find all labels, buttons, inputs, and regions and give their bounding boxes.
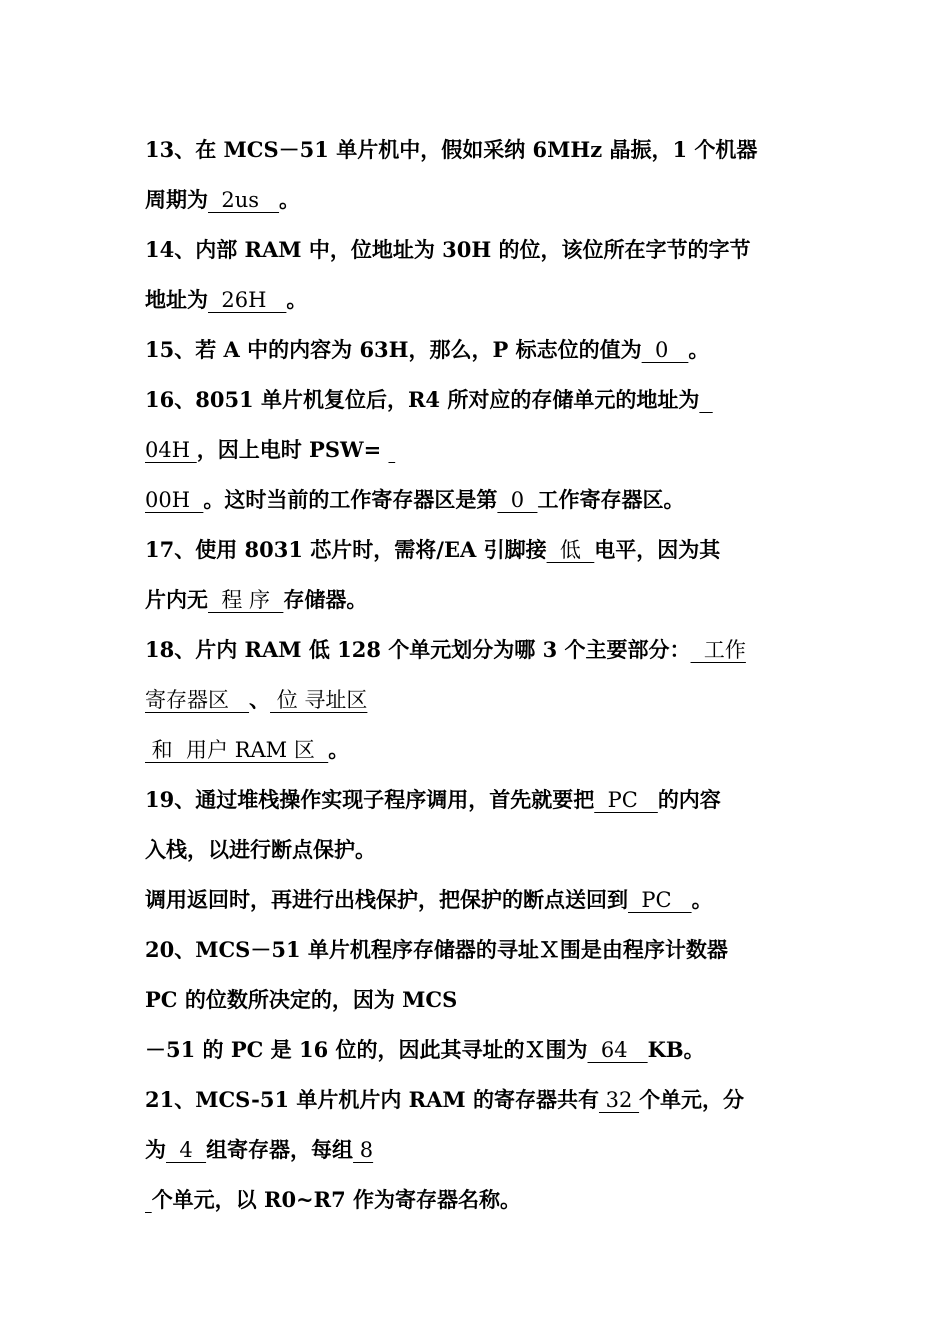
answer-blank: 04H bbox=[145, 438, 197, 462]
text-line bbox=[145, 533, 825, 567]
text-line bbox=[145, 1133, 825, 1167]
text-line bbox=[145, 333, 825, 367]
question-text: 。 bbox=[688, 337, 710, 362]
question-text: 。 bbox=[279, 187, 301, 212]
text-line bbox=[145, 433, 825, 467]
question-text: 13、在 MCS－51 单片机中，假如采纳 6MHz 晶振，1 个机器 bbox=[145, 137, 758, 162]
question-text: 为 bbox=[145, 1137, 166, 1162]
answer-blank: 26H bbox=[208, 288, 287, 312]
text-line bbox=[145, 983, 825, 1017]
question-text: 周期为 bbox=[145, 187, 208, 212]
text-line bbox=[145, 1083, 825, 1117]
answer-blank: 8 bbox=[353, 1138, 374, 1162]
answer-blank: PC bbox=[628, 888, 692, 912]
question-text: 个单元，以 R0~R7 作为寄存器名称。 bbox=[151, 1187, 522, 1212]
question-text: 16、8051 单片机复位后，R4 所对应的存储单元的地址为 bbox=[145, 387, 700, 412]
answer-blank: 4 bbox=[166, 1138, 207, 1162]
question-text: ，因上电时 PSW= bbox=[196, 437, 389, 462]
question-text: 17、使用 8031 芯片时，需将/EA 引脚接 bbox=[145, 537, 547, 562]
text-line bbox=[145, 883, 825, 917]
answer-blank: 32 bbox=[598, 1088, 640, 1112]
answer-blank bbox=[388, 438, 395, 462]
text-line bbox=[145, 733, 825, 767]
question-text: 19、通过堆栈操作实现子程序调用，首先就要把 bbox=[145, 787, 595, 812]
text-line bbox=[145, 383, 825, 417]
question-text: 组寄存器，每组 bbox=[206, 1137, 354, 1162]
text-line bbox=[145, 183, 825, 217]
answer-blank: 0 bbox=[641, 338, 689, 362]
question-text: 调用返回时，再进行出栈保护，把保护的断点送回到 bbox=[145, 887, 628, 912]
question-text: 个单元，分 bbox=[639, 1087, 745, 1112]
text-line bbox=[145, 783, 825, 817]
answer-blank: 和 用户 RAM 区 bbox=[145, 738, 329, 762]
question-text: 。这时当前的工作寄存器区是第 bbox=[203, 487, 498, 512]
answer-blank: 64 bbox=[587, 1038, 648, 1062]
question-text: 21、MCS-51 单片机片内 RAM 的寄存器共有 bbox=[145, 1087, 599, 1112]
answer-blank bbox=[699, 388, 712, 412]
question-text: 存储器。 bbox=[283, 587, 368, 612]
question-text: KB。 bbox=[647, 1037, 705, 1062]
question-text: 18、片内 RAM 低 128 个单元划分为哪 3 个主要部分： bbox=[145, 637, 691, 662]
answer-blank bbox=[145, 1188, 152, 1212]
answer-blank: 位 寻址区 bbox=[270, 688, 368, 712]
answer-blank: 寄存器区 bbox=[145, 688, 250, 712]
text-line bbox=[145, 633, 825, 667]
question-text: 。 bbox=[328, 737, 350, 762]
question-text: 20、MCS－51 单片机程序存储器的寻址Ｘ围是由程序计数器 bbox=[145, 937, 728, 962]
question-text: 片内无 bbox=[145, 587, 208, 612]
text-line bbox=[145, 483, 825, 517]
question-text: 电平，因为其 bbox=[594, 537, 721, 562]
text-line bbox=[145, 133, 825, 167]
question-text: 14、内部 RAM 中，位地址为 30H 的位，该位所在字节的字节 bbox=[145, 237, 751, 262]
question-text: －51 的 PC 是 16 位的，因此其寻址的Ｘ围为 bbox=[145, 1037, 588, 1062]
question-text: 15、若 A 中的内容为 63H，那么，P 标志位的值为 bbox=[145, 337, 642, 362]
text-line bbox=[145, 683, 825, 717]
text-line bbox=[145, 1183, 825, 1217]
answer-blank: 0 bbox=[497, 488, 538, 512]
text-line bbox=[145, 1033, 825, 1067]
answer-blank: 低 bbox=[546, 538, 595, 562]
text-line bbox=[145, 933, 825, 967]
answer-blank: 程 序 bbox=[208, 588, 284, 612]
question-text: PC 的位数所决定的，因为 MCS bbox=[145, 987, 458, 1012]
text-line bbox=[145, 283, 825, 317]
answer-blank: 工作 bbox=[690, 638, 746, 662]
question-text: 。 bbox=[691, 887, 713, 912]
text-line bbox=[145, 833, 825, 867]
answer-blank: PC bbox=[594, 788, 658, 812]
question-text: 入栈，以进行断点保护。 bbox=[145, 837, 376, 862]
question-text: 。 bbox=[286, 287, 308, 312]
question-text: 的内容 bbox=[657, 787, 721, 812]
question-text: 、 bbox=[249, 687, 271, 712]
question-text: 地址为 bbox=[145, 287, 208, 312]
text-line bbox=[145, 583, 825, 617]
answer-blank: 00H bbox=[145, 488, 204, 512]
text-line bbox=[145, 233, 825, 267]
question-text: 工作寄存器区。 bbox=[537, 487, 685, 512]
answer-blank: 2us bbox=[208, 188, 280, 212]
